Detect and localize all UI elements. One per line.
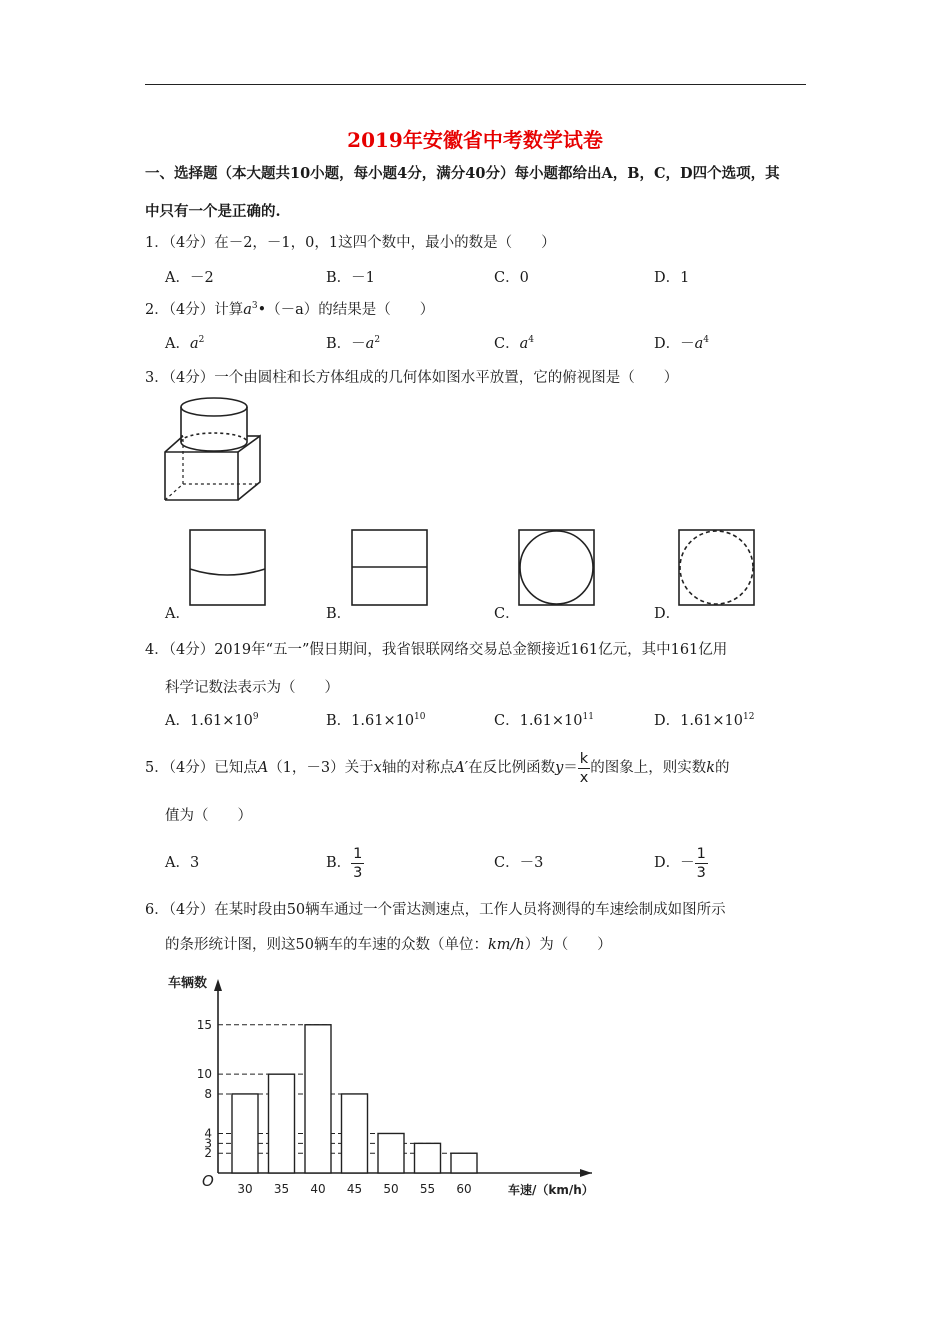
xtick-label-45: 45 xyxy=(346,1182,363,1196)
xtick-label-60: 60 xyxy=(456,1182,472,1196)
q3-option-a: A． xyxy=(165,606,190,622)
section-heading-line2: 中只有一个是正确的. xyxy=(145,203,281,220)
q1-option-d: D．1 xyxy=(654,270,690,286)
ytick-label-4: 4 xyxy=(204,1126,212,1141)
q3-option-d-figure xyxy=(678,529,756,607)
bar-50 xyxy=(378,1133,404,1173)
y-axis-arrow xyxy=(214,979,222,991)
q3-solid-figure xyxy=(160,394,270,506)
chart-marks xyxy=(232,1025,477,1196)
chart-origin: O xyxy=(202,1172,214,1190)
page-title: 2019年安徽省中考数学试卷 xyxy=(347,128,603,152)
q3-stem: 3．（4分）一个由圆柱和长方体组成的几何体如图水平放置，它的俯视图是（ ） xyxy=(145,370,679,386)
q4-option-a: A．$1.61\times 10^9$ xyxy=(165,712,259,729)
bar-45 xyxy=(342,1094,368,1173)
q5-stem-line1: 5．（4分）已知点A（1，－3）关于x轴的对称点A′在反比例函数y＝ $\frac{k}{x}$ 的图象上，则实数k的 xyxy=(145,750,730,786)
speed-bar-chart xyxy=(160,965,610,1205)
q5-option-a: A．3 xyxy=(165,855,200,871)
ytick-label-8: 8 xyxy=(204,1086,212,1101)
bar-40 xyxy=(305,1025,331,1173)
q4-stem-line2: 科学记数法表示为（ ） xyxy=(165,680,339,696)
ytick-label-3: 3 xyxy=(204,1136,212,1151)
q3-option-a-figure xyxy=(189,529,267,607)
q2-stem-pre: 2．（4分）计算 xyxy=(145,302,244,318)
q2-option-b: B．$-a^2$ xyxy=(326,335,381,352)
chart-xlabel: 车速/（km/h） xyxy=(508,1183,594,1197)
ytick-label-15: 15 xyxy=(196,1017,212,1032)
q6-stem-line1: 6．（4分）在某时段由50辆车通过一个雷达测速点，工作人员将测得的车速绘制成如图所示 xyxy=(145,902,726,918)
q2-stem-var: a xyxy=(243,302,252,318)
q3-option-b-figure xyxy=(351,529,429,607)
bar-60 xyxy=(451,1153,477,1173)
q3-option-d: D． xyxy=(654,606,681,622)
q2-stem-exp: 3 xyxy=(251,301,258,311)
xtick-label-55: 55 xyxy=(419,1182,436,1196)
chart-ylabel: 车辆数 xyxy=(168,976,208,991)
ytick-label-2: 2 xyxy=(204,1146,212,1161)
bar-55 xyxy=(415,1143,441,1173)
q5-stem-line2: 值为（ ） xyxy=(165,808,252,824)
q3-option-b: B． xyxy=(326,606,352,622)
q2-option-c: C．$a^4$ xyxy=(494,335,534,352)
q4-stem-line1: 4．（4分）2019年“五一”假日期间，我省银联网络交易总金额接近161亿元，其中161亿用 xyxy=(145,642,728,658)
q4-option-c: C．$1.61\times 10^{11}$ xyxy=(494,712,594,729)
q5-fraction: $\frac{k}{x}$ xyxy=(579,750,589,786)
xtick-label-50: 50 xyxy=(383,1182,399,1196)
xtick-label-35: 35 xyxy=(273,1182,290,1196)
q4-option-d: D．$1.61\times 10^{12}$ xyxy=(654,712,755,729)
header-rule xyxy=(145,84,806,85)
q2-option-a: A．$a^2$ xyxy=(165,335,205,352)
xtick-label-40: 40 xyxy=(310,1182,326,1196)
q5-option-d: D．－ $\frac{1}{3}$ xyxy=(654,845,706,881)
ytick-label-10: 10 xyxy=(196,1067,212,1082)
q5-option-b: B． $\frac{1}{3}$ xyxy=(326,845,363,881)
q1-option-b: B．－1 xyxy=(326,270,375,286)
q2-stem xyxy=(145,300,434,320)
q1-option-c: C．0 xyxy=(494,270,529,286)
q1-option-a: A．－2 xyxy=(165,270,214,286)
section-heading-line1: 一、选择题（本大题共10小题，每小题4分，满分40分）每小题都给出A，B，C，D四个选项，其 xyxy=(145,165,780,182)
x-axis-arrow xyxy=(580,1169,592,1177)
q6-stem-line2: 的条形统计图，则这50辆车的车速的众数（单位：km/h）为（ ） xyxy=(165,937,612,953)
q3-option-c: C． xyxy=(494,606,520,622)
q2-option-d: D．$-a^4$ xyxy=(654,335,710,352)
q3-option-c-figure xyxy=(518,529,596,607)
q5-option-c: C．－3 xyxy=(494,855,544,871)
bar-35 xyxy=(269,1074,295,1173)
q4-option-b: B．$1.61\times 10^{10}$ xyxy=(326,712,426,729)
bar-30 xyxy=(232,1094,258,1173)
xtick-label-30: 30 xyxy=(237,1182,253,1196)
q2-stem-post: •（－a）的结果是（ ） xyxy=(257,302,435,318)
q1-stem: 1．（4分）在－2，－1，0，1这四个数中，最小的数是（ ） xyxy=(145,235,556,251)
